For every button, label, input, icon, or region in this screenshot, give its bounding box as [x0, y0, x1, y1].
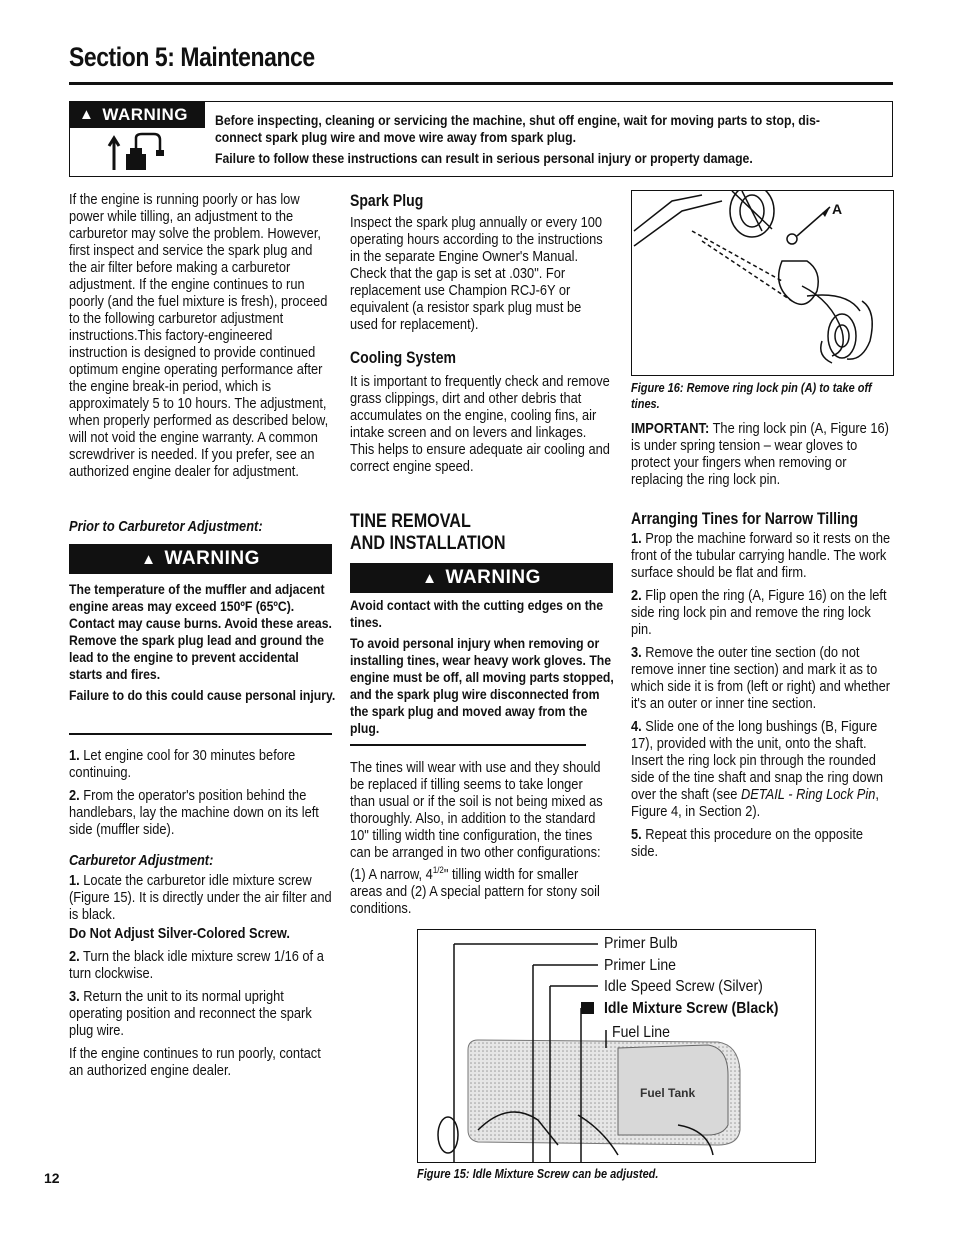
fig16-caption: Figure 16: Remove ring lock pin (A) to take off tines.	[631, 381, 872, 411]
fig15-caption: Figure 15: Idle Mixture Screw can be adjusted.	[417, 1167, 659, 1181]
arranging-step-1: 1. Prop the machine forward so it rests on the front of the tubular carrying handle. The work surface should be flat and firm.	[631, 531, 891, 581]
spark-plug-heading: Spark Plug	[350, 192, 424, 210]
figure-15	[417, 929, 816, 1163]
important-note: IMPORTANT: The ring lock pin (A, Figure 16) is under spring tension – wear gloves to protect your fingers when removing or replacing the ring lock pin.	[631, 421, 889, 488]
carb-closing: If the engine continues to run poorly, contact an authorized engine dealer.	[69, 1046, 321, 1079]
warning-badge-col2	[350, 563, 613, 593]
tine-text: The tines will wear with use and they should be replaced if tilling seems to take longer than usual or if the soil is not being mixed as thoroughly. Also, in addition to the standard 10" tilling width tine configuration, the tines can be arranged in two other configurations: (1) A narrow, $4^{1/2}$" tilling width for smaller areas and (2) A special pattern for stony soil conditions.	[350, 760, 603, 917]
arranging-heading: Arranging Tines for Narrow Tilling	[631, 510, 859, 528]
warning-badge-label: WARNING	[164, 548, 260, 569]
arranging-step-5: 5. Repeat this procedure on the opposite side.	[631, 827, 864, 860]
title-rule	[69, 82, 893, 85]
fig15-idle-speed: Idle Speed Screw (Silver)	[604, 978, 763, 995]
prior-heading: Prior to Carburetor Adjustment:	[69, 519, 263, 535]
fig15-fuel-line: Fuel Line	[612, 1024, 670, 1041]
warning-badge-col1	[69, 544, 332, 574]
prior-step-1: 1. Let engine cool for 30 minutes before continuing.	[69, 748, 296, 781]
tine-heading	[350, 511, 506, 555]
arranging-step-3: 3. Remove the outer tine section (do not remove inner tine section) and mark it as to which side it is from (left or right) and whether it's an outer or inner tine section.	[631, 645, 891, 712]
prior-step-2: 2. From the operator's position behind the handlebars, lay the machine down on its left side (muffler side).	[69, 788, 319, 838]
carb-steps	[69, 873, 337, 1080]
disconnect-spark-plug-icon	[104, 132, 174, 174]
warning-triangle-icon: ▲	[422, 569, 438, 587]
tine-warning-2: To avoid personal injury when removing or installing tines, wear heavy work gloves. The engine must be off, all moving parts stopped, and the spark plug wire disconnected from the spark plug and moved away from the plug.	[350, 636, 614, 736]
warning-text-col1	[69, 581, 336, 704]
carb-step-2: 2. Turn the black idle mixture screw 1/16 of a turn clockwise.	[69, 949, 324, 982]
warning-badge-label: WARNING	[102, 104, 189, 124]
warning-triangle-icon: ▲	[141, 550, 157, 568]
top-warning-line3: Failure to follow these instructions can result in serious personal injury or property damage.	[215, 151, 753, 166]
warning-rule-col2	[350, 744, 586, 746]
top-warning-box	[69, 101, 893, 177]
carb-heading: Carburetor Adjustment:	[69, 853, 214, 869]
warning-triangle-icon: ▲	[79, 106, 95, 123]
prior-steps	[69, 748, 337, 839]
carb-step-3: 3. Return the unit to its normal upright operating position and reconnect the spark plug wire.	[69, 989, 312, 1039]
fig16-label-a: A	[832, 201, 843, 217]
fig15-primer-bulb: Primer Bulb	[604, 935, 678, 952]
intro-paragraph: If the engine is running poorly or has low power while tilling, an adjustment to the carburetor may solve the problem. However, first inspect and service the spark plug and the air filter before making a carburetor adjustment. If the engine continues to run poorly (and the fuel mixture is fresh), proceed to the following carburetor adjustment instructions.This factory-engineered instruction is designed to provide continued optimum engine operating performance after the engine break-in period, which is approximately 5 to 10 hours. The adjustment, when properly performed as described below, will not void the engine warranty. A common screwdriver is needed. If you prefer, see an authorized engine dealer for adjustment.	[69, 192, 329, 480]
figure-16	[631, 190, 894, 376]
carb-note: Do Not Adjust Silver-Colored Screw.	[69, 926, 290, 942]
fig15-fuel-tank: Fuel Tank	[640, 1086, 696, 1100]
tine-heading-line2: AND INSTALLATION	[350, 533, 506, 554]
muffler-warning: The temperature of the muffler and adjacent engine areas may exceed 150ºF (65ºC). Contact may cause burns. Avoid these areas. Remove the spark plug lead and ground the lead to the engine to prevent accidental starts and fires.	[69, 582, 332, 682]
cooling-text: It is important to frequently check and remove grass clippings, dirt and other debris that accumulates on the engine, cooling fins, air intake screen and on levers and linkages. This helps to ensure adequate air cooling and correct engine speed.	[350, 374, 610, 475]
arranging-step-2: 2. Flip open the ring (A, Figure 16) on the left side ring lock pin and remove the ring lock pin.	[631, 588, 887, 638]
top-warning-line1: Before inspecting, cleaning or servicing the machine, shut off engine, wait for moving parts to stop, dis-	[215, 113, 821, 128]
fig15-primer-line: Primer Line	[604, 957, 676, 974]
carb-step-1: 1. Locate the carburetor idle mixture screw (Figure 15). It is directly under the air filter and is black.	[69, 873, 332, 923]
warning-rule-col1	[69, 733, 332, 735]
muffler-warning-failure: Failure to do this could cause personal injury.	[69, 688, 336, 703]
tine-heading-line1: TINE REMOVAL	[350, 511, 471, 532]
spark-plug-text: Inspect the spark plug annually or every 100 operating hours according to the instructions in the separate Engine Owner's Manual. Check that the gap is set at .030". For replacement use Champion RCJ-6Y or equivalent (a resistor spark plug must be used for replacement).	[350, 215, 603, 333]
cooling-heading: Cooling System	[350, 349, 456, 367]
warning-badge-label: WARNING	[445, 567, 541, 588]
fig15-idle-mixture: Idle Mixture Screw (Black)	[604, 1000, 779, 1017]
arranging-step-4: 4. Slide one of the long bushings (B, Figure 17), provided with the unit, onto the shaft. Insert the ring lock pin through the rounded side of the tine shaft and snap the ring down over the shaft (see DETAIL - Ring Lock Pin, Figure 4, in Section 2).	[631, 719, 884, 820]
page-number: 12	[44, 1170, 60, 1186]
top-warning-line2: connect spark plug wire and move wire away from spark plug.	[215, 130, 577, 145]
section-title: Section 5: Maintenance	[69, 42, 315, 72]
warning-text-col2	[350, 597, 613, 737]
tine-warning-1: Avoid contact with the cutting edges on the tines.	[350, 598, 604, 630]
tine-ring-lock-illustration	[632, 191, 893, 375]
arranging-steps	[631, 531, 894, 861]
warning-badge	[69, 101, 205, 128]
column-1	[69, 192, 337, 481]
